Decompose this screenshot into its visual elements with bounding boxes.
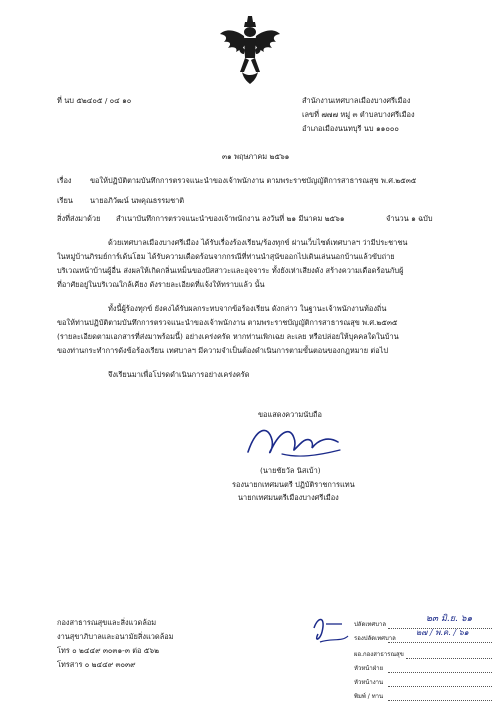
routing-row: ผอ.กองสาธารณสุข [354, 651, 404, 658]
body-paragraph-2-line: ขอให้ท่านปฏิบัติตามบันทึกการตรวจแนะนำของเจ้าพนักงาน ตามพระราชบัญญัติการสาธารณสุข พ.ศ.๒๕๓๕ [57, 318, 398, 327]
garuda-emblem [218, 14, 282, 86]
routing-divider [388, 628, 492, 629]
received-date-handwritten: ๒๓ มิ.ย. ๖๑ [426, 614, 473, 624]
footer-phone: โทร ๐ ๒๔๔๙ ๓๐๓๑-๓ ต่อ ๕๖๒ [57, 646, 159, 655]
recipient-name: นายอภิวัฒน์ นพคุณธรรมชาติ [90, 196, 185, 205]
signer-name: (นายชัยวัล นิสเบ้า) [260, 466, 321, 475]
routing-divider [388, 642, 492, 643]
footer-department: กองสาธารณสุขและสิ่งแวดล้อม [57, 618, 157, 627]
sender-address-line: เลขที่ ๗๗๗ หมู่ ๓ ตำบลบางศรีเมือง [302, 110, 415, 119]
salutation: ขอแสดงความนับถือ [258, 410, 322, 419]
signer-position: นายกเทศมนตรีเมืองบางศรีเมือง [238, 493, 339, 502]
sender-office: สำนักงานเทศบาลเมืองบางศรีเมือง [302, 96, 411, 105]
routing-row: รองปลัดเทศบาล [354, 635, 396, 642]
body-paragraph-2-line: (รายละเอียดตามเอกสารที่ส่งมาพร้อมนี้) อย่างเคร่งครัด หากท่านเพิกเฉย ละเลย หรือปล่อยให้บุคคลใดในบ้าน [57, 332, 399, 341]
routing-divider [388, 672, 492, 673]
routing-row: หัวหน้าฝ่าย [354, 665, 384, 672]
routing-row: ปลัดเทศบาล [354, 621, 387, 628]
signer-title: รองนายกเทศมนตรี ปฏิบัติราชการแทน [232, 480, 355, 489]
subject-label: เรื่อง [57, 176, 72, 185]
footer-section: งานสุขาภิบาลและอนามัยสิ่งแวดล้อม [57, 632, 174, 641]
routing-divider [406, 658, 492, 659]
routing-row: หัวหน้างาน [354, 679, 384, 686]
enclosure-quantity: จำนวน ๑ ฉบับ [386, 214, 433, 223]
enclosure-text: สำเนาบันทึกการตรวจแนะนำของเจ้าพนักงาน ลงวันที่ ๒๑ มีนาคม ๒๕๖๑ [116, 214, 345, 223]
recipient-label: เรียน [57, 196, 73, 205]
subject-text: ขอให้ปฏิบัติตามบันทึกการตรวจแนะนำของเจ้าพนักงาน ตามพระราชบัญญัติการสาธารณสุข พ.ศ.๒๕๓๕ [90, 176, 417, 185]
routing-row: พิมพ์ / ทาน [354, 693, 384, 700]
routing-divider [388, 686, 492, 687]
body-paragraph-1-line: บริเวณหน้าบ้านผู้อื่น ส่งผลให้เกิดกลิ่นเหม็นของปัสสาวะและอุจจาระ ทั้งยังเห่าเสียงดัง สร้างความเดือดร้อนกับผู้ [57, 266, 404, 275]
body-paragraph-1-line: ด้วยเทศบาลเมืองบางศรีเมือง ได้รับเรื่องร้องเรียน/ร้องทุกข์ ผ่านเว็บไซต์เทศบาลฯ ว่ามีประชาชน [108, 238, 408, 247]
body-paragraph-1-line: ที่อาศัยอยู่ในบริเวณใกล้เคียง ดังรายละเอียดที่แจ้งให้ทราบแล้ว นั้น [57, 280, 265, 289]
forwarded-date-handwritten: ๒๗ / พ.ค. / ๖๑ [416, 628, 469, 637]
routing-stamp [308, 612, 496, 704]
routing-divider [388, 700, 492, 701]
document-number: ที่ นบ ๕๒๔๐๕ / ๐๔ ๑๐ [57, 96, 132, 105]
signature-image [242, 418, 352, 464]
letter-date: ๓๑ พฤษภาคม ๒๕๖๑ [222, 152, 290, 161]
enclosure-label: สิ่งที่ส่งมาด้วย [57, 214, 101, 223]
footer-fax: โทรสาร ๐ ๒๔๔๙ ๓๐๓๙ [57, 660, 136, 669]
closing-request: จึงเรียนมาเพื่อโปรดดำเนินการอย่างเคร่งครัด [108, 370, 250, 379]
body-paragraph-2-line: ทั้งนี้ผู้ร้องทุกข์ ยังคงได้รับผลกระทบจากข้อร้องเรียน ดังกล่าว ในฐานะเจ้าพนักงานท้องถิ่น [108, 304, 387, 313]
body-paragraph-2-line: ของท่านกระทำการดังข้อร้องเรียน เทศบาลฯ มีความจำเป็นต้องดำเนินการตามขั้นตอนของกฎหมาย ต่อไป [57, 346, 389, 355]
body-paragraph-1-line: ในหมู่บ้านภิรมย์การ์เด้นโฮม ได้รับความเดือดร้อนจากกรณีที่ท่านนำสุนัขออกไปเดินเล่นนอกบ้านแล้วขับถ่าย [57, 252, 395, 261]
garuda-icon [218, 14, 282, 86]
sender-district-line: อำเภอเมืองนนทบุรี นบ ๑๑๐๐๐ [302, 124, 399, 133]
